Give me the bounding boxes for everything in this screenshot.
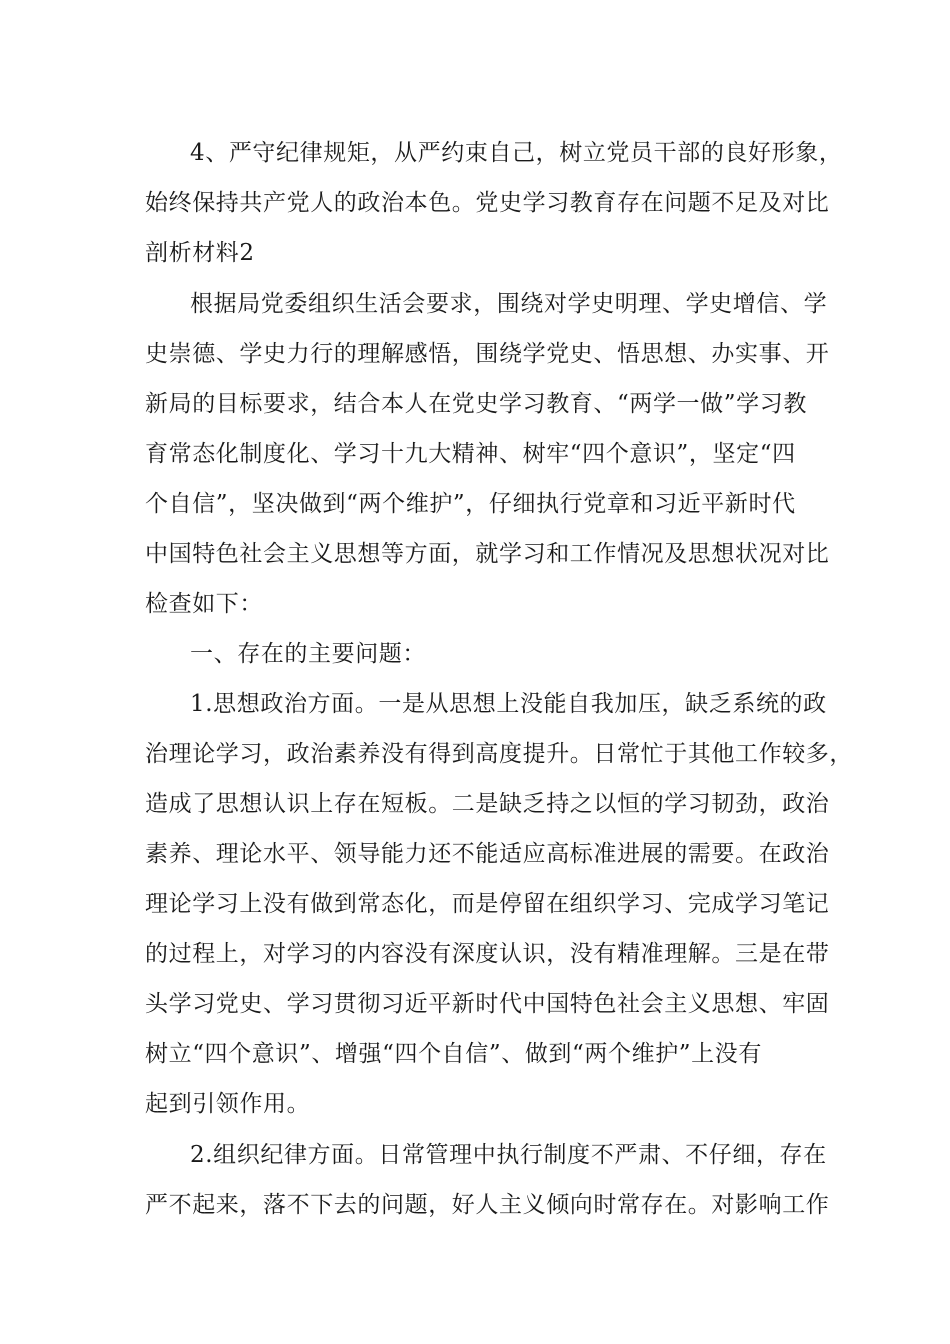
text-line: 理论学习上没有做到常态化，而是停留在组织学习、完成学习笔记 xyxy=(145,891,830,917)
text-line: 树立“四个意识”、增强“四个自信”、做到“两个维护”上没有 xyxy=(145,1041,762,1067)
text-line: 剖析材料2 xyxy=(145,240,255,266)
section-heading: 一、存在的主要问题： xyxy=(190,641,426,667)
text-line: 始终保持共产党人的政治本色。党史学习教育存在问题不足及对比 xyxy=(145,190,830,216)
text-line: 头学习党史、学习贯彻习近平新时代中国特色社会主义思想、牢固 xyxy=(145,991,830,1017)
text-line: 治理论学习，政治素养没有得到高度提升。日常忙于其他工作较多， xyxy=(145,741,853,767)
text-line: 的过程上，对学习的内容没有深度认识，没有精准理解。三是在带 xyxy=(145,941,830,967)
text-line: 造成了思想认识上存在短板。二是缺乏持之以恒的学习韧劲，政治 xyxy=(145,791,830,817)
text-line: 中国特色社会主义思想等方面，就学习和工作情况及思想状况对比 xyxy=(145,541,830,567)
text-line: 育常态化制度化、学习十九大精神、树牢“四个意识”，坚定“四 xyxy=(145,441,796,467)
text-line: 素养、理论水平、领导能力还不能适应高标准进展的需要。在政治 xyxy=(145,841,830,867)
text-line: 严不起来，落不下去的问题，好人主义倾向时常存在。对影响工作 xyxy=(145,1192,830,1218)
text-line: 个自信”，坚决做到“两个维护”，仔细执行党章和习近平新时代 xyxy=(145,491,796,517)
text-line: 起到引领作用。 xyxy=(145,1091,311,1117)
text-line: 史崇德、学史力行的理解感悟，围绕学党史、悟思想、办实事、开 xyxy=(145,341,830,367)
text-line: 根据局党委组织生活会要求，围绕对学史明理、学史增信、学 xyxy=(190,291,828,317)
text-line: 1.思想政治方面。一是从思想上没能自我加压，缺乏系统的政 xyxy=(190,691,827,717)
text-line: 新局的目标要求，结合本人在党史学习教育、“两学一做”学习教 xyxy=(145,391,807,417)
text-line: 检查如下： xyxy=(145,591,263,617)
text-line: 2.组织纪律方面。日常管理中执行制度不严肃、不仔细，存在 xyxy=(190,1142,827,1168)
text-line: 4、严守纪律规矩，从严约束自己，树立党员干部的良好形象， xyxy=(190,140,843,166)
